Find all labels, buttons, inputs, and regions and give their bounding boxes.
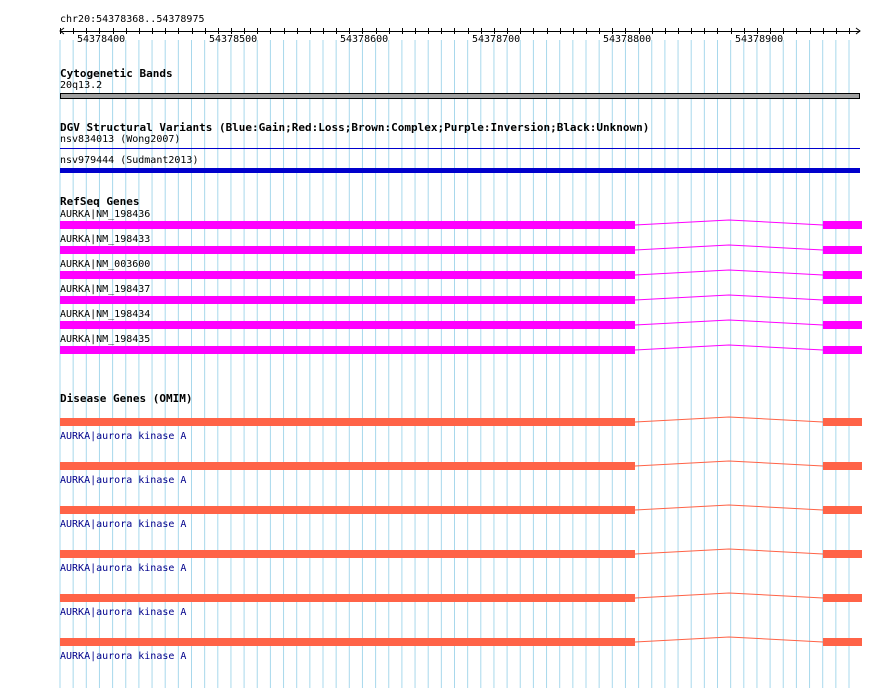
- ruler-tick: [165, 28, 166, 34]
- ruler-tick: [389, 28, 390, 34]
- ruler-tick: [678, 28, 679, 34]
- refseq-exon[interactable]: [60, 296, 635, 304]
- cytogenetic-track-title[interactable]: Cytogenetic Bands: [60, 67, 173, 80]
- ruler-tick: [796, 28, 797, 34]
- refseq-track-title[interactable]: RefSeq Genes: [60, 195, 140, 208]
- ruler-tick-label: 54378500: [209, 34, 258, 45]
- ruler-tick: [717, 28, 718, 34]
- ruler-tick: [691, 28, 692, 34]
- omim-gene-label: AURKA|aurora kinase A: [60, 607, 187, 618]
- ruler-tick: [152, 28, 153, 34]
- omim-gene-label: AURKA|aurora kinase A: [60, 563, 187, 574]
- ruler-tick: [428, 28, 429, 34]
- refseq-exon[interactable]: [60, 346, 635, 354]
- refseq-gene-label: AURKA|NM_198434: [60, 309, 151, 320]
- ruler-tick: [336, 28, 337, 34]
- dgv-track-title[interactable]: DGV Structural Variants (Blue:Gain;Red:Loss;Brown:Complex;Purple:Inversion;Black:Unknown): [60, 121, 650, 134]
- ruler-tick: [284, 28, 285, 34]
- omim-exon[interactable]: [823, 418, 862, 426]
- ruler-tick: [454, 28, 455, 34]
- omim-intron[interactable]: [635, 544, 823, 556]
- omim-exon[interactable]: [823, 506, 862, 514]
- omim-exon[interactable]: [60, 550, 635, 558]
- region-label: chr20:54378368..54378975: [60, 14, 205, 25]
- refseq-exon[interactable]: [823, 321, 862, 329]
- refseq-exon[interactable]: [823, 296, 862, 304]
- ruler-tick: [665, 28, 666, 34]
- ruler-tick: [849, 28, 850, 34]
- omim-exon[interactable]: [823, 462, 862, 470]
- ruler-tick: [547, 28, 548, 34]
- ruler-tick: [560, 28, 561, 34]
- omim-exon[interactable]: [823, 594, 862, 602]
- ruler-tick: [297, 28, 298, 34]
- ruler-tick: [270, 28, 271, 34]
- omim-exon[interactable]: [823, 550, 862, 558]
- refseq-gene-label: AURKA|NM_198436: [60, 209, 151, 220]
- refseq-exon[interactable]: [60, 246, 635, 254]
- ruler-tick-label: 54378400: [77, 34, 126, 45]
- refseq-exon[interactable]: [60, 271, 635, 279]
- ruler-tick: [73, 28, 74, 34]
- ruler-left-arrow-icon: [57, 26, 67, 36]
- omim-intron[interactable]: [635, 456, 823, 468]
- dgv-variant-label: nsv979444 (Sudmant2013): [60, 155, 199, 166]
- ruler-tick: [178, 28, 179, 34]
- omim-exon[interactable]: [823, 638, 862, 646]
- refseq-gene-label: AURKA|NM_198435: [60, 334, 151, 345]
- omim-exon[interactable]: [60, 594, 635, 602]
- ruler-tick-label: 54378600: [340, 34, 389, 45]
- omim-intron[interactable]: [635, 588, 823, 600]
- dgv-variant-label: nsv834013 (Wong2007): [60, 134, 181, 145]
- refseq-exon[interactable]: [60, 321, 635, 329]
- ruler-tick: [126, 28, 127, 34]
- omim-exon[interactable]: [60, 506, 635, 514]
- omim-track-title[interactable]: Disease Genes (OMIM): [60, 392, 193, 405]
- ruler-tick-label: 54378900: [735, 34, 784, 45]
- omim-exon[interactable]: [60, 462, 635, 470]
- ruler-tick: [599, 28, 600, 34]
- refseq-exon[interactable]: [823, 346, 862, 354]
- ruler-tick: [810, 28, 811, 34]
- ruler-tick: [310, 28, 311, 34]
- refseq-intron[interactable]: [635, 340, 823, 352]
- ruler-right-arrow-icon: [853, 26, 863, 36]
- refseq-intron[interactable]: [635, 265, 823, 277]
- omim-intron[interactable]: [635, 500, 823, 512]
- ruler-tick: [573, 28, 574, 34]
- cytoband-label: 20q13.2: [60, 80, 103, 91]
- refseq-exon[interactable]: [823, 271, 862, 279]
- ruler-axis: [60, 31, 860, 32]
- ruler-tick: [533, 28, 534, 34]
- refseq-exon[interactable]: [823, 221, 862, 229]
- refseq-intron[interactable]: [635, 240, 823, 252]
- ruler-tick: [586, 28, 587, 34]
- ruler-tick: [192, 28, 193, 34]
- omim-exon[interactable]: [60, 418, 635, 426]
- omim-gene-label: AURKA|aurora kinase A: [60, 651, 187, 662]
- cytoband-feature[interactable]: [60, 93, 860, 99]
- omim-gene-label: AURKA|aurora kinase A: [60, 475, 187, 486]
- ruler-tick: [323, 28, 324, 34]
- omim-gene-label: AURKA|aurora kinase A: [60, 519, 187, 530]
- ruler-tick: [823, 28, 824, 34]
- dgv-variant-feature[interactable]: [60, 148, 860, 149]
- ruler-tick: [205, 28, 206, 34]
- ruler-tick: [415, 28, 416, 34]
- refseq-intron[interactable]: [635, 215, 823, 227]
- ruler-tick: [704, 28, 705, 34]
- ruler-tick: [402, 28, 403, 34]
- dgv-variant-feature[interactable]: [60, 168, 860, 173]
- ruler-tick: [60, 28, 61, 34]
- refseq-gene-label: AURKA|NM_198433: [60, 234, 151, 245]
- refseq-intron[interactable]: [635, 315, 823, 327]
- omim-exon[interactable]: [60, 638, 635, 646]
- ruler-tick-label: 54378800: [603, 34, 652, 45]
- ruler-tick: [468, 28, 469, 34]
- ruler-tick: [731, 28, 732, 34]
- ruler-tick: [652, 28, 653, 34]
- refseq-intron[interactable]: [635, 290, 823, 302]
- ruler-tick: [836, 28, 837, 34]
- ruler-tick-label: 54378700: [472, 34, 521, 45]
- omim-gene-label: AURKA|aurora kinase A: [60, 431, 187, 442]
- refseq-gene-label: AURKA|NM_003600: [60, 259, 151, 270]
- omim-intron[interactable]: [635, 632, 823, 644]
- ruler-tick: [139, 28, 140, 34]
- refseq-exon[interactable]: [823, 246, 862, 254]
- omim-intron[interactable]: [635, 412, 823, 424]
- ruler-tick: [441, 28, 442, 34]
- refseq-exon[interactable]: [60, 221, 635, 229]
- refseq-gene-label: AURKA|NM_198437: [60, 284, 151, 295]
